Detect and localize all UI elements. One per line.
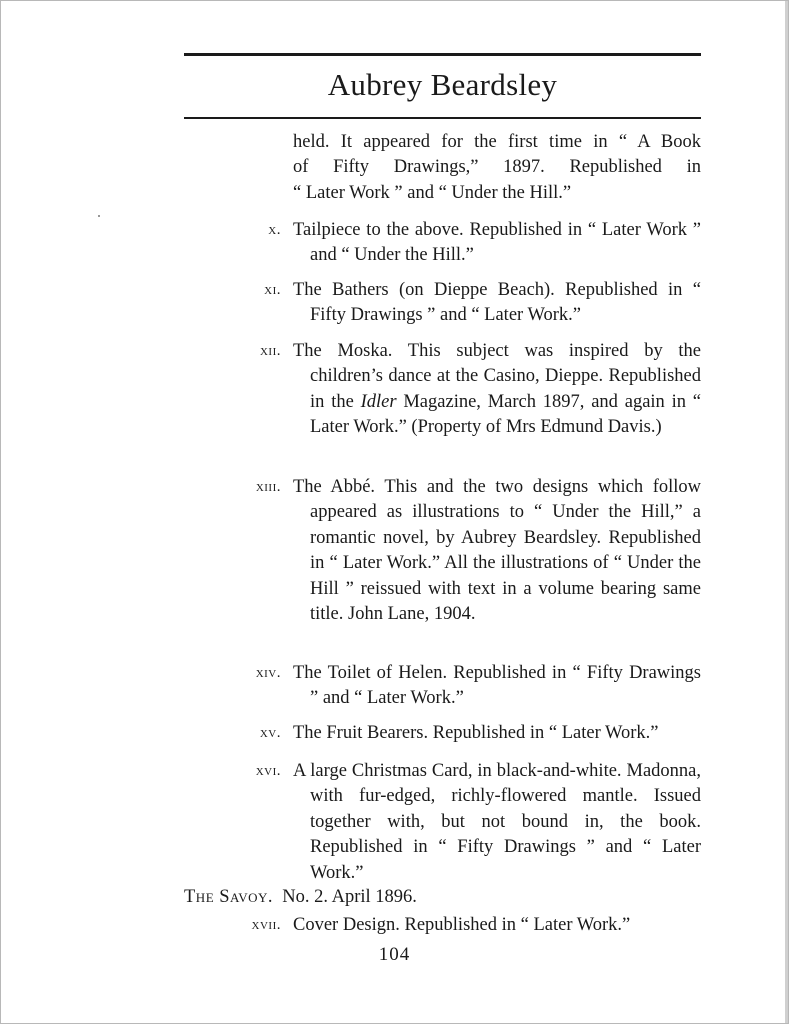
item-numeral: xii.: [259, 343, 281, 359]
issue-details: No. 2. April 1896.: [282, 887, 417, 907]
item-numeral: xiii.: [255, 479, 281, 495]
item-text: Tailpiece to the above. Republished in “ Later Work ” and “ Under the Hill.”: [293, 220, 701, 266]
item-text-start: The Moska. This subject was inspired by the children’s dance at the Casino, Dieppe. Republished in the: [293, 341, 701, 412]
scan-speck: [98, 215, 100, 217]
header-rule-bottom: [184, 117, 701, 119]
list-item: [268, 218, 701, 269]
section-heading: [184, 885, 417, 910]
item-text: [293, 339, 701, 441]
item-text: The Toilet of Helen. Republished in “ Fifty Drawings ” and “ Later Work.”: [293, 663, 701, 709]
list-item: [264, 278, 701, 329]
item-numeral: xi.: [264, 282, 281, 298]
periodical-title: Idler: [360, 391, 397, 412]
item-text: The Abbé. This and the two designs which follow appeared as illustrations to “ Under the Hill,” a romantic novel, by Aubrey Beardsley. Republished in “ Later Work.” All the illustrations of “ Under the Hill ” reissued with text in a volume bearing same title. John Lane, 1904.: [293, 477, 701, 625]
list-item: [259, 721, 701, 746]
item-text-end: Magazine, March 1897, and again in “ Later Work.” (Property of Mrs Edmund Davis.): [310, 391, 701, 438]
item-numeral: x.: [268, 222, 281, 238]
running-title: Aubrey Beardsley: [327, 67, 558, 102]
continuation-line: held. It appeared for the first time in “ A Book: [293, 132, 701, 152]
page-number: 104: [378, 944, 411, 965]
continuation-line: “ Later Work ” and “ Under the Hill.”: [293, 182, 572, 203]
list-item: [255, 475, 701, 627]
item-numeral: xvi.: [255, 763, 281, 779]
list-item: [255, 759, 701, 886]
list-item: [259, 339, 701, 441]
page-edge: [785, 1, 788, 1023]
continuation-line: of Fifty Drawings,” 1897. Republished in: [293, 157, 701, 178]
item-numeral: xiv.: [255, 665, 281, 681]
list-item: [255, 661, 701, 712]
item-text: The Fruit Bearers. Republished in “ Later Work.”: [293, 723, 659, 743]
item-text: Cover Design. Republished in “ Later Work.”: [293, 915, 631, 935]
header-rule-top: [184, 53, 701, 56]
item-text: A large Christmas Card, in black-and-white. Madonna, with fur-edged, richly-flowered mantle. Issued together with, but not bound in, the book. Republished in “ Fifty Drawings ” and “ Later Work.”: [293, 761, 701, 883]
list-item: [251, 913, 701, 938]
item-numeral: xv.: [259, 725, 281, 741]
item-numeral: xvii.: [251, 917, 281, 933]
periodical-name: The Savoy.: [184, 887, 274, 907]
continuation-paragraph: [293, 130, 701, 206]
running-header: [184, 53, 701, 119]
item-text: The Bathers (on Dieppe Beach). Republished in “ Fifty Drawings ” and “ Later Work.”: [293, 280, 701, 326]
